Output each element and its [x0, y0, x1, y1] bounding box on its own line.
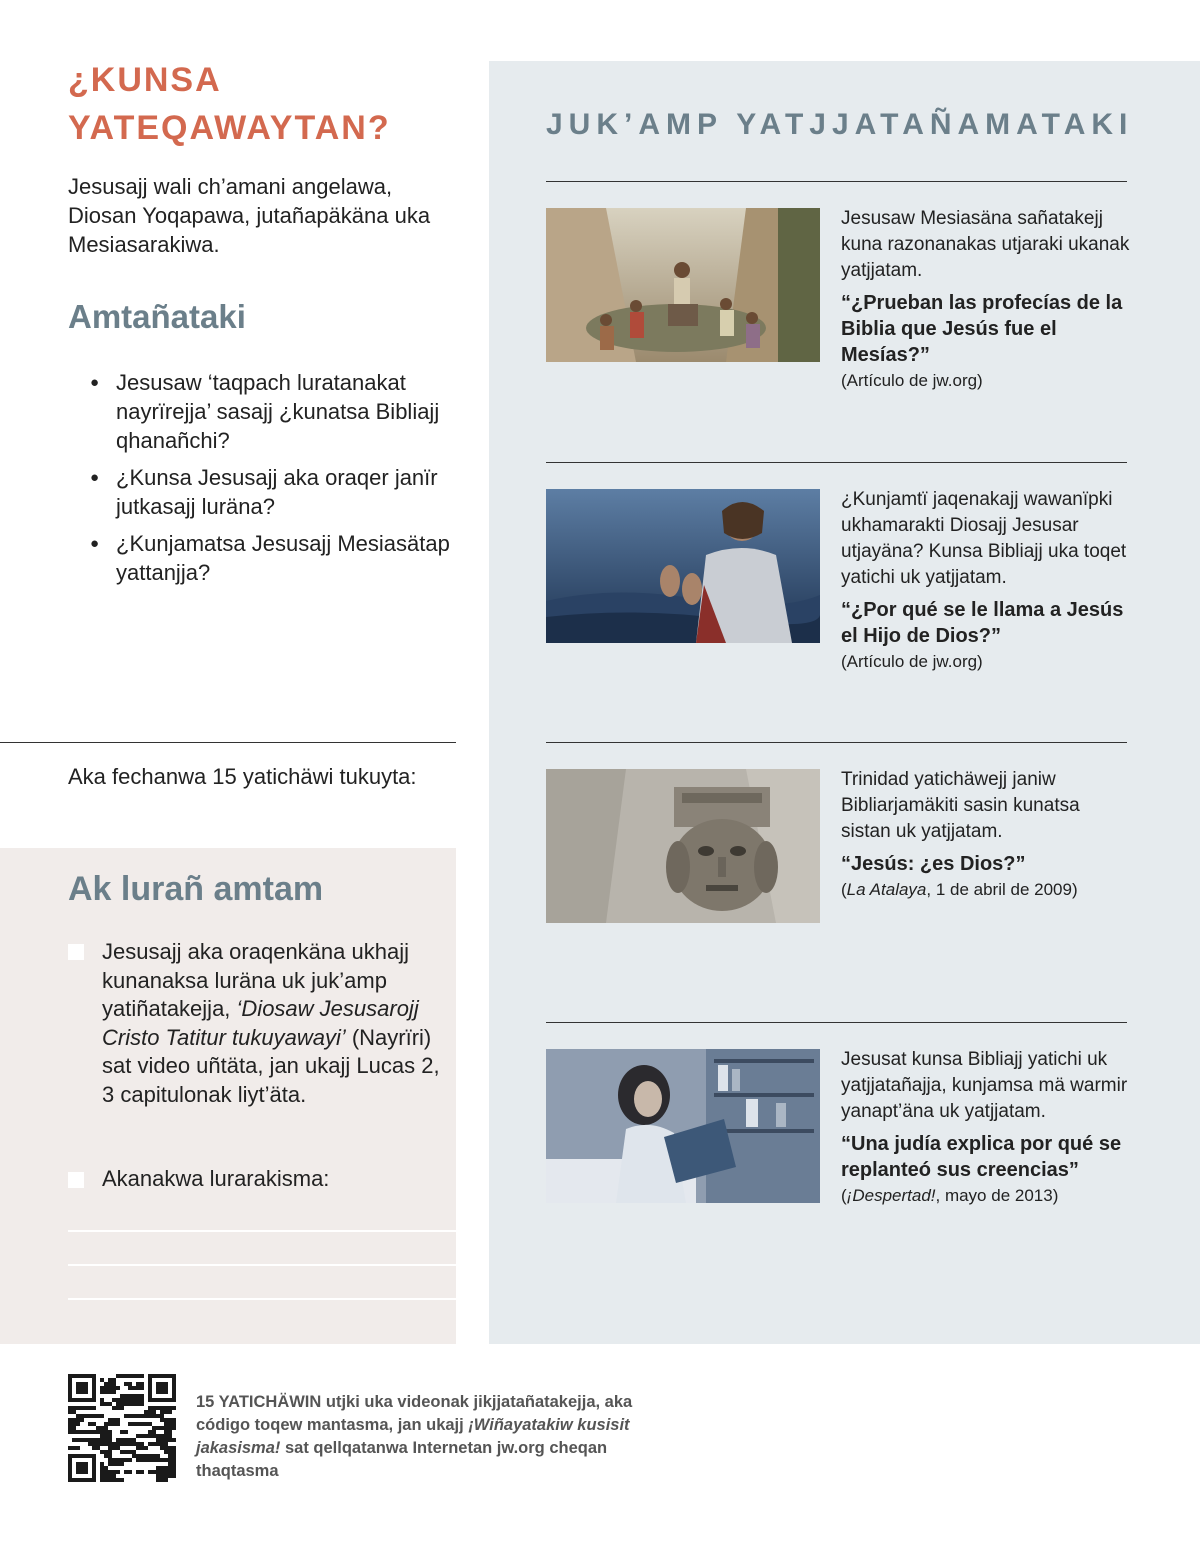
- questions-list: [90, 368, 460, 595]
- article-description: Jesusat kunsa Bibliajj yatichi uk yatjjatañajja, kunjamsa mä warmir yanapt’äna uk yatjjatam.: [841, 1049, 1128, 1122]
- divider: [546, 742, 1127, 743]
- publication-name: ¡Despertad!: [846, 1186, 936, 1205]
- article-source-text-b: , 1 de abril de 2009): [926, 880, 1078, 899]
- task-2-text: Akanakwa lurarakisma:: [102, 1166, 330, 1191]
- article-source: [841, 1183, 1131, 1209]
- article-2-image[interactable]: [546, 489, 820, 643]
- checkbox-icon[interactable]: [68, 944, 84, 960]
- footer-instructions: [196, 1391, 666, 1483]
- page-title-line2: YATEQAWAYTAN?: [68, 109, 391, 147]
- divider: [0, 742, 456, 743]
- checkbox-icon[interactable]: [68, 1172, 84, 1188]
- page-title-line1: ¿KUNSA: [68, 61, 222, 99]
- divider: [546, 1022, 1127, 1023]
- question-item: ● ¿Kunsa Jesusajj aka oraqer janïr jutkasajj luräna?: [90, 463, 460, 521]
- article-description: Jesusaw Mesiasäna sañatakejj kuna razonanakas utjaraki ukanak yatjjatam.: [841, 208, 1130, 281]
- article-3: [841, 767, 1131, 903]
- qr-code-icon[interactable]: [68, 1374, 176, 1482]
- question-item: ● ¿Kunjamatsa Jesusajj Mesiasätap yattanjja?: [90, 529, 460, 587]
- footer-text-b: sat qellqatanwa Internetan jw.org cheqan thaqtasma: [196, 1439, 608, 1480]
- article-4: [841, 1047, 1131, 1209]
- task-1-text-a: Jesusajj aka oraqenkäna ukhajj kunanaksa luräna uk juk’amp yatiñatakejja,: [102, 939, 409, 1021]
- article-1-image[interactable]: [546, 208, 820, 362]
- divider: [546, 181, 1127, 182]
- article-description: ¿Kunjamtï jaqenakajj wawanïpki ukhamarakti Diosajj Jesusar utjayäna? Kunsa Bibliajj uka toqet yatichi uk yatjjatam.: [841, 489, 1127, 588]
- article-source-text-a: (Artículo de jw.org): [841, 371, 983, 390]
- article-link-title[interactable]: “Una judía explica por qué se replanteó sus creencias”: [841, 1133, 1122, 1181]
- article-4-image[interactable]: [546, 1049, 820, 1203]
- article-description: Trinidad yatichäwejj janiw Bibliarjamäkiti sasin kunatsa sistan uk yatjjatam.: [841, 769, 1080, 842]
- article-link-title[interactable]: “¿Prueban las profecías de la Biblia que Jesús fue el Mesías?”: [841, 292, 1123, 366]
- article-2: [841, 487, 1131, 675]
- article-3-image[interactable]: [546, 769, 820, 923]
- completion-date-line: Aka fechanwa 15 yatichäwi tukuyta:: [68, 764, 417, 789]
- practice-heading: Ak lurañ amtam: [68, 870, 324, 908]
- writing-line[interactable]: [68, 1298, 456, 1300]
- task-1-text: [102, 938, 442, 1109]
- article-source-text-b: , mayo de 2013): [935, 1186, 1059, 1205]
- question-item: ● Jesusaw ‘taqpach luratanakat nayrïrejja’ sasajj ¿kunatsa Bibliajj qhanañchi?: [90, 368, 460, 455]
- video-title: ‘Diosaw Jesusarojj Cristo Tatitur tukuyawayi’: [102, 996, 419, 1050]
- article-link-title[interactable]: “¿Por qué se le llama a Jesús el Hijo de Dios?”: [841, 599, 1124, 647]
- article-1: [841, 206, 1131, 394]
- article-source: [841, 649, 1131, 675]
- article-source: [841, 368, 1131, 394]
- article-link-title[interactable]: “Jesús: ¿es Dios?”: [841, 853, 1026, 875]
- publication-name: La Atalaya: [846, 880, 927, 899]
- book-title: ¡Wiñayatakiw kusisit jakasisma!: [196, 1416, 630, 1457]
- intro-paragraph: Jesusajj wali ch’amani angelawa, Diosan Yoqapawa, jutañapäkäna uka Mesiasarakiwa.: [68, 174, 431, 257]
- article-source-text-a: (Artículo de jw.org): [841, 652, 983, 671]
- footer-text-a: 15 YATICHÄWIN utjki uka videonak jikjjatañatakejja, aka código toqew mantasma, jan ukajj: [196, 1393, 633, 1434]
- questions-heading: Amtañataki: [68, 298, 246, 335]
- page-title: [68, 56, 468, 152]
- article-source-text-a: (: [841, 1186, 847, 1205]
- article-source: [841, 877, 1131, 903]
- further-study-title: JUK’AMP YATJJATAÑAMATAKI: [546, 108, 1134, 141]
- divider: [546, 462, 1127, 463]
- task-1-text-b: (Nayrïri) sat video uñtäta, jan ukajj Lucas 2, 3 capitulonak liyt’äta.: [102, 1024, 440, 1107]
- article-source-text-a: (: [841, 880, 847, 899]
- writing-line[interactable]: [68, 1230, 456, 1232]
- writing-line[interactable]: [68, 1264, 456, 1266]
